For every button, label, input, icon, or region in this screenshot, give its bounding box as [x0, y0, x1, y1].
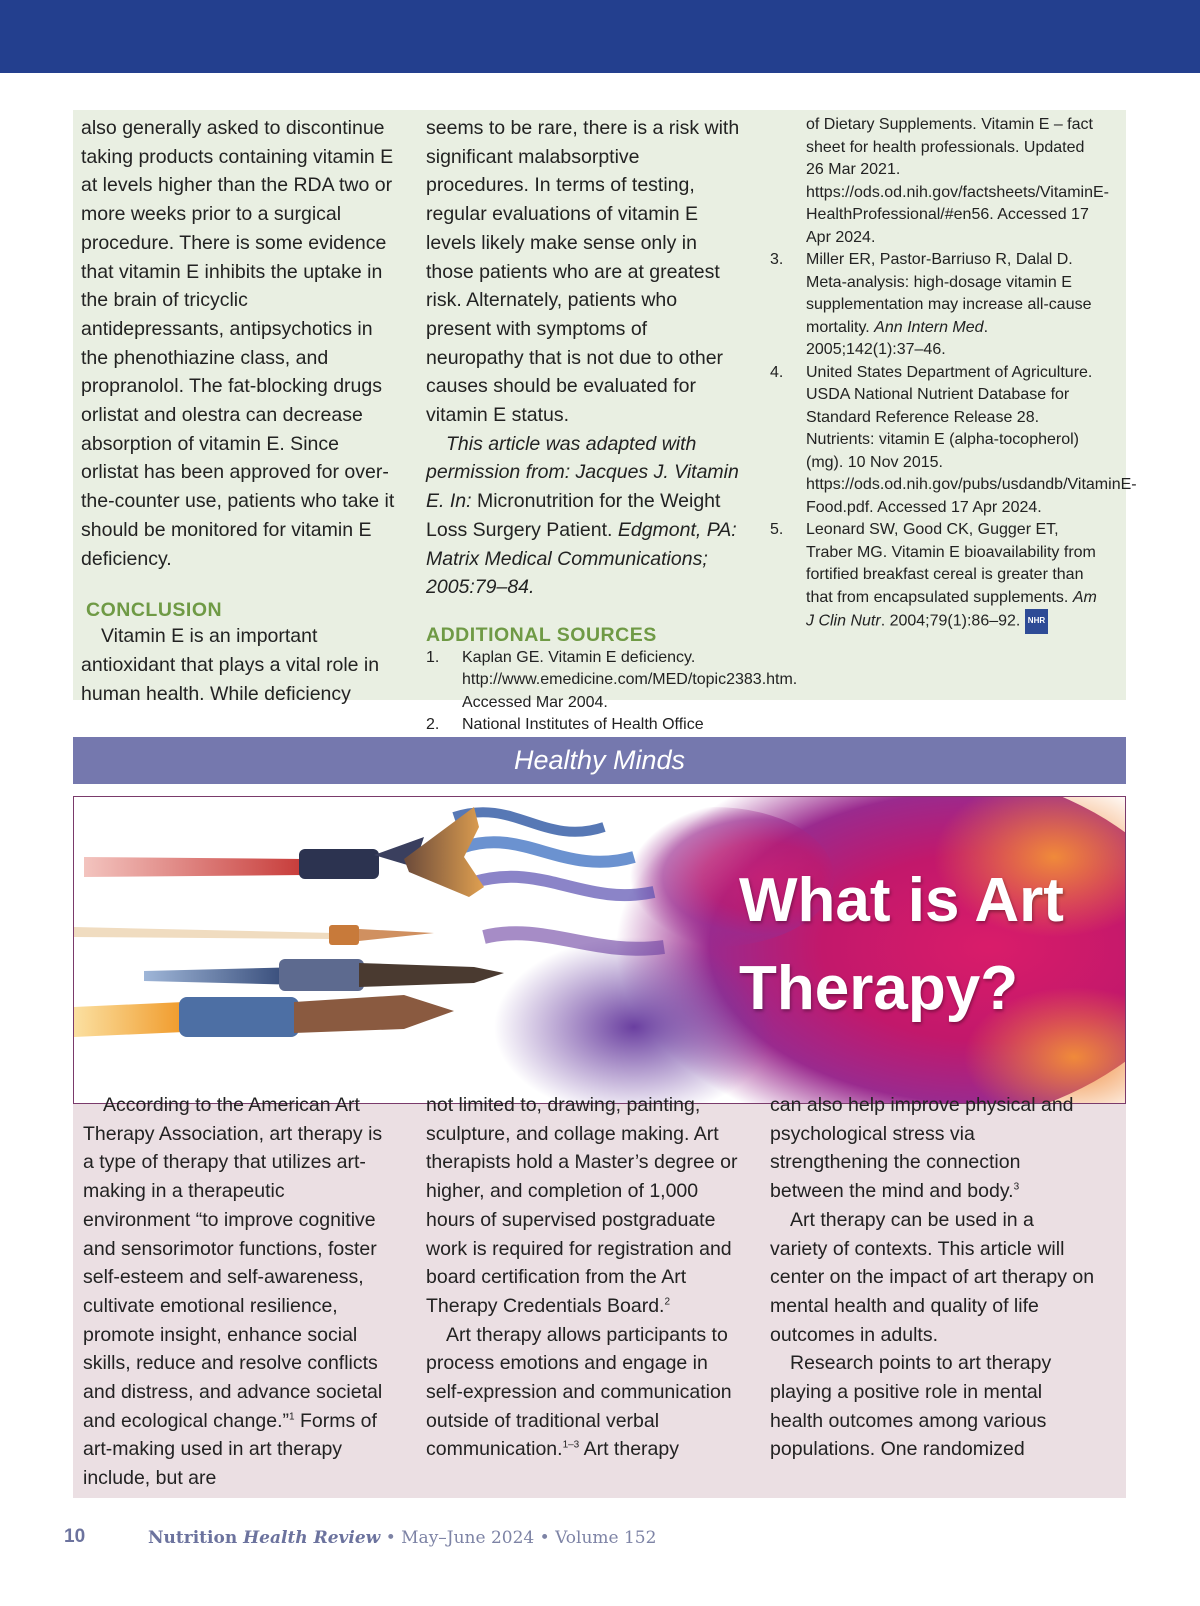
- upper-col2-paragraph: seems to be rare, there is a risk with significant malabsorptive procedures. In terms of testing, regular evaluations of vitamin E levels likely make sense only in those patients who are at greatest risk. Alternately, patients who present with symptoms of neuropathy that is not due to other causes should be evaluated for vitamin E status.: [426, 117, 740, 427]
- lower-col3-paragraph-2: Art therapy can be used in a variety of contexts. This article will center on the impact of art therapy on mental health and quality of life outcomes in adults.: [770, 1208, 1095, 1346]
- additional-sources-heading: ADDITIONAL SOURCES: [426, 623, 657, 646]
- source-2-continued: of Dietary Supplements. Vitamin E – fact sheet for health professionals. Updated 26 Mar 2021. https://ods.od.nih.gov/factsheets/VitaminE-HealthProfessional/#en56. Accessed 17 Apr 2024.: [806, 116, 1109, 246]
- adapted-plain: Micronutrition for the Weight Loss Surgery Patient.: [426, 490, 721, 541]
- section-band-healthy-minds: Healthy Minds: [73, 737, 1126, 784]
- sources-list: [426, 647, 798, 737]
- upper-column-3: [770, 114, 1137, 634]
- top-color-bar: [0, 0, 1200, 73]
- adapted-italic-1: This article was adapted with permission from: Jacques J. Vitamin E. In:: [426, 432, 739, 513]
- conclusion-paragraph: Vitamin E is an important antioxidant that plays a vital role in human health. While deficiency: [81, 625, 380, 705]
- journal-citation: Nutrition Health Review • May–June 2024 • Volume 152: [148, 1528, 657, 1548]
- banner-title: [739, 857, 1126, 1033]
- banner-title-line-2: Therapy?: [739, 954, 1019, 1023]
- nihr-badge-icon: NHR: [1025, 609, 1048, 634]
- source-item-4: 4. United States Department of Agriculture. USDA National Nutrient Database for Standard Reference Release 28. Nutrients: vitamin E (alpha-tocopherol) (mg). 10 Nov 2015. https://ods.od.nih.gov/pubs/usdandb/VitaminE-Food.pdf. Accessed 17 Apr 2024.: [770, 363, 1137, 516]
- lower-column-2: [426, 1091, 741, 1464]
- lower-column-1: [83, 1091, 393, 1493]
- vitamin-e-article-box: [73, 110, 1137, 734]
- source-item: 1. Kaplan GE. Vitamin E deficiency. http://www.emedicine.com/MED/topic2383.htm. Accessed Mar 2004.: [426, 648, 798, 711]
- conclusion-heading: CONCLUSION: [86, 599, 223, 622]
- banner-title-line-1: What is Art: [739, 866, 1064, 935]
- art-therapy-banner-image: [73, 796, 1126, 1104]
- lower-col2-paragraph-1: not limited to, drawing, painting, sculpture, and collage making. Art therapists hold a Master’s degree or higher, and completion of 1,000 hours of supervised postgraduate work is required for registration and board certification from the Art Therapy Credentials Board.$^2$: [426, 1094, 738, 1317]
- adapted-italic-2: Edgmont, PA: Matrix Medical Communications; 2005:79–84.: [426, 518, 737, 599]
- source-item-3: 3. Miller ER, Pastor-Barriuso R, Dalal D. Meta-analysis: high-dosage vitamin E supplementation may increase all-cause mortality. Ann Intern Med. 2005;142(1):37–46.: [770, 251, 1092, 358]
- page-number: 10: [64, 1526, 86, 1547]
- lower-col2-paragraph-2: Art therapy allows participants to process emotions and engage in self-expression and communication outside of traditional verbal communication.$^{1-3}$ Art therapy: [426, 1323, 732, 1461]
- lower-column-3: [770, 1091, 1095, 1464]
- source-item-5: 5. Leonard SW, Good CK, Gugger ET, Traber MG. Vitamin E bioavailability from fortified breakfast cereal is greater than that from encapsulated supplements. Am J Clin Nutr. 2004;79(1):86–92. NHR: [806, 519, 1098, 634]
- art-therapy-article-box: [73, 1094, 1126, 1498]
- upper-col1-paragraph: also generally asked to discontinue taking products containing vitamin E at levels higher than the RDA two or more weeks prior to a surgical procedure. There is some evidence that vitamin E inhibits the uptake in the brain of tricyclic antidepressants, antipsychotics in the phenothiazine class, and propranolol. The fat-blocking drugs orlistat and olestra can decrease absorption of vitamin E. Since orlistat has been approved for over-the-counter use, patients who take it should be monitored for vitamin E deficiency.: [81, 117, 395, 570]
- upper-column-1: [81, 114, 396, 708]
- lower-col1-paragraph: According to the American Art Therapy Association, art therapy is a type of therapy that utilizes art-making in a therapeutic environment “to improve cognitive and sensorimotor functions, foster self-esteem and self-awareness, cultivate emotional resilience, promote insight, enhance social skills, reduce and resolve conflicts and distress, and advance societal and ecological change.”$^1$ Forms of art-making used in art therapy include, but are: [83, 1094, 383, 1490]
- source-item: 2. National Institutes of Health Office: [426, 716, 704, 734]
- lower-col3-paragraph-3: Research points to art therapy playing a positive role in mental health outcomes among various populations. One randomized: [770, 1352, 1052, 1461]
- lower-col3-paragraph-1: can also help improve physical and psychological stress via strengthening the connection between the mind and body.$^3$: [770, 1094, 1074, 1203]
- adapted-note: [426, 430, 746, 602]
- upper-column-2: [426, 114, 798, 737]
